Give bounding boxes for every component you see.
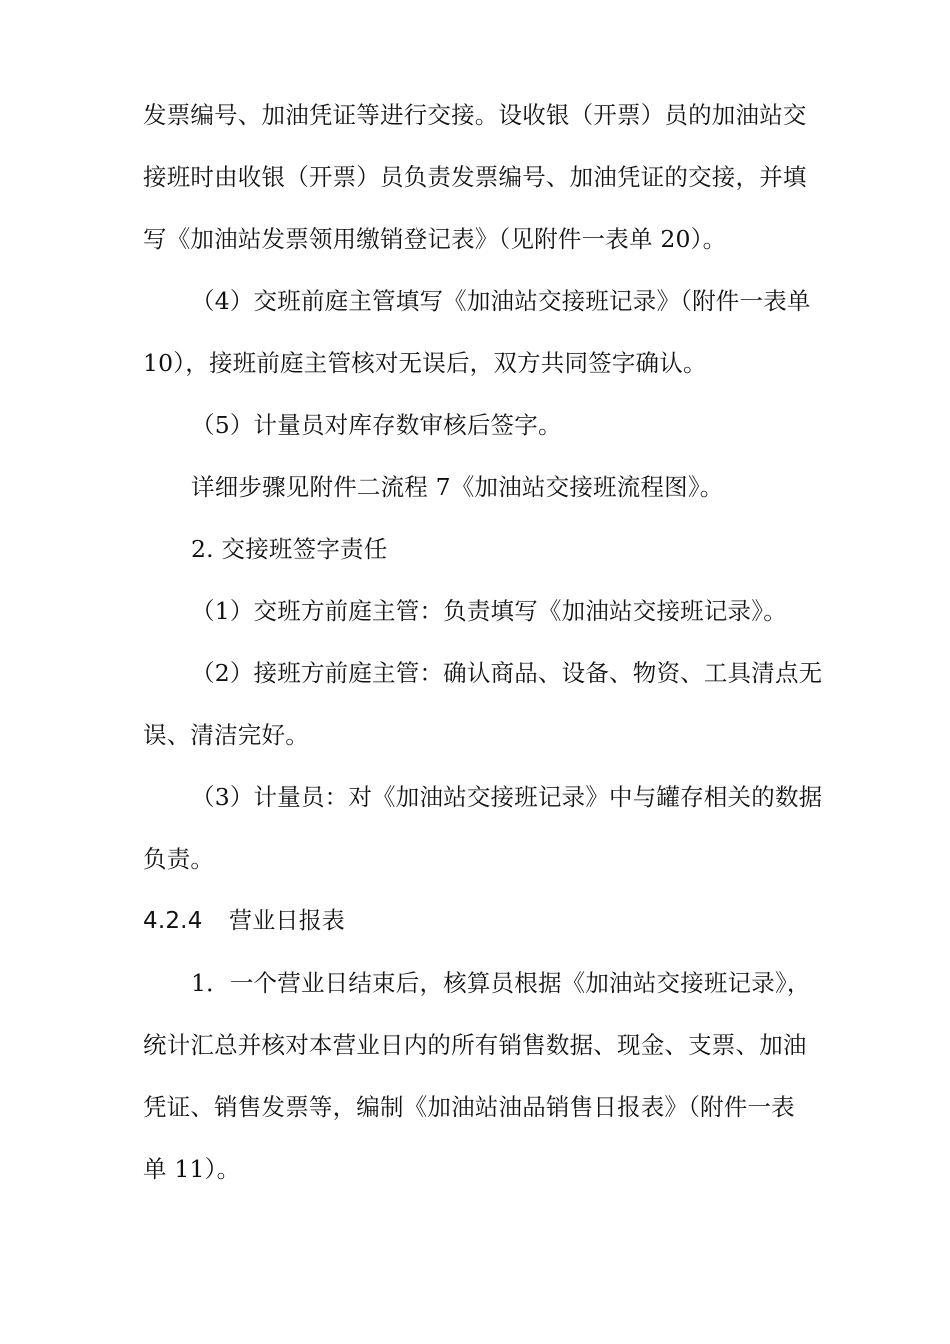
paragraph-line: 发票编号、加油凭证等进行交接。设收银（开票）员的加油站交 [143,101,807,129]
section-heading [143,890,815,952]
paragraph-line: （2）接班方前庭主管：确认商品、设备、物资、工具清点无 [191,659,823,687]
paragraph-line: 凭证、销售发票等，编制《加油站油品销售日报表》（附件一表 [143,1093,795,1121]
paragraph-line: 1．一个营业日结束后，核算员根据《加油站交接班记录》， [191,969,811,997]
paragraph-line: 详细步骤见附件二流程 7《加油站交接班流程图》。 [191,473,724,501]
paragraph-line: 负责。 [143,845,215,873]
paragraph-line: 误、清洁完好。 [143,721,309,749]
paragraph-line: （4）交班前庭主管填写《加油站交接班记录》（附件一表单 [191,287,811,315]
section-title: 营业日报表 [229,908,345,934]
paragraph-line: （1）交班方前庭主管：负责填写《加油站交接班记录》。 [191,597,787,625]
subsection-title: 2. 交接班签字责任 [191,535,388,563]
paragraph-line: 统计汇总并核对本营业日内的所有销售数据、现金、支票、加油 [143,1031,807,1059]
document-body [143,84,823,1200]
paragraph-line: （3）计量员：对《加油站交接班记录》中与罐存相关的数据 [191,783,823,811]
paragraph-line: 10），接班前庭主管核对无误后，双方共同签字确认。 [143,349,707,377]
paragraph-line: 单 11）。 [143,1155,241,1183]
paragraph-line: （5）计量员对库存数审核后签字。 [191,411,562,439]
paragraph-line: 写《加油站发票领用缴销登记表》（见附件一表单 20）。 [143,225,727,253]
paragraph-line: 接班时由收银（开票）员负责发票编号、加油凭证的交接，并填 [143,163,807,191]
section-number: 4.2.4 [143,908,203,934]
